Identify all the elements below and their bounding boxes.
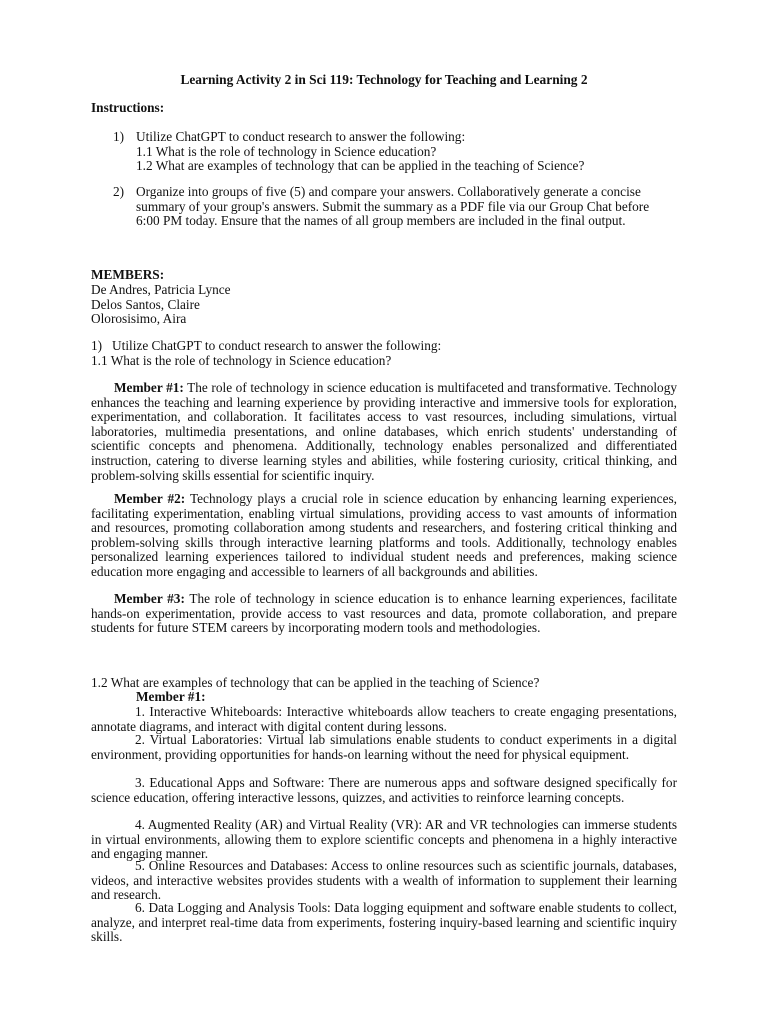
instruction-item bbox=[113, 185, 673, 229]
member-name: Delos Santos, Claire bbox=[91, 296, 200, 312]
question-1-intro: 1) Utilize ChatGPT to conduct research to answer the following: bbox=[91, 338, 442, 353]
answer-text: The role of technology in science education is multifaceted and transformative. Technology enhances the teaching and learning experience by providing interactive and immersive tools for exploration, experimentation, and collaboration. It facilitates access to vast resources, including simulations, virtual laboratories, multimedia presentations, and online databases, which enrich students' understanding of scientific concepts and phenomena. Additionally, technology enables personalized and differentiated instruction, catering to diverse learning styles and abilities, while fostering curiosity, critical thinking, and problem-solving skills essential for scientific inquiry. bbox=[91, 380, 678, 483]
member-label: Member #1: bbox=[114, 380, 184, 395]
example-item: 5. Online Resources and Databases: Access to online resources such as scientific journals, databases, videos, and interactive websites provides students with a wealth of information to supplement their learning and research. bbox=[91, 858, 677, 903]
instruction-number: 2) bbox=[113, 184, 125, 199]
member-name: Olorosisimo, Aira bbox=[91, 311, 187, 327]
instruction-subitem: 1.2 What are examples of technology that can be applied in the teaching of Science? bbox=[136, 158, 585, 174]
question-1-2: 1.2 What are examples of technology that can be applied in the teaching of Science? bbox=[91, 675, 540, 690]
instruction-item bbox=[113, 130, 673, 174]
question-1-block bbox=[91, 339, 691, 368]
member-label: Member #3: bbox=[114, 591, 185, 606]
member-1-answer bbox=[91, 381, 677, 483]
example-item: 2. Virtual Laboratories: Virtual lab simulations enable students to conduct experiments in a digital environment, providing opportunities for hands-on learning without the need for physical equipment. bbox=[91, 732, 677, 762]
answer-text: Technology plays a crucial role in science education by enhancing learning experiences, facilitating experimentation, enabling virtual simulations, providing access to vast amounts of information and resources, promoting collaboration among students and researchers, and fostering critical thinking and problem-solving skills through interactive learning platforms and tools. Additionally, technology enables personalized learning experiences tailored to individual student needs and preferences, making science education more engaging and accessible to learners of all backgrounds and abilities. bbox=[91, 491, 677, 579]
example-item: 6. Data Logging and Analysis Tools: Data logging equipment and software enable students to collect, analyze, and interpret real-time data from experiments, fostering inquiry-based learning and scientific inquiry skills. bbox=[91, 900, 677, 945]
members-list bbox=[91, 283, 231, 327]
example-item: 4. Augmented Reality (AR) and Virtual Reality (VR): AR and VR technologies can immerse students in virtual environments, allowing them to explore scientific concepts and phenomena in a highly interactive and engaging manner. bbox=[91, 817, 677, 862]
instruction-number: 1) bbox=[113, 129, 125, 144]
instruction-text: Organize into groups of five (5) and compare your answers. Collaboratively generate a concise summary of your group's answers. Submit the summary as a PDF file via our Group Chat before 6:00 PM today. Ensure that the names of all group members are included in the final output. bbox=[136, 184, 650, 229]
instructions-heading: Instructions: bbox=[91, 100, 165, 115]
members-heading: MEMBERS: bbox=[91, 267, 165, 282]
member-name: De Andres, Patricia Lynce bbox=[91, 282, 231, 297]
document-title: Learning Activity 2 in Sci 119: Technology for Teaching and Learning 2 bbox=[180, 72, 588, 87]
question-1-1: 1.1 What is the role of technology in Science education? bbox=[91, 352, 392, 368]
member-2-answer bbox=[91, 492, 677, 580]
example-item: 3. Educational Apps and Software: There are numerous apps and software designed specifically for science education, offering interactive lessons, quizzes, and activities to reinforce learning concepts. bbox=[91, 775, 677, 805]
example-item: 1. Interactive Whiteboards: Interactive whiteboards allow teachers to create engaging presentations, annotate diagrams, and interact with digital content during lessons. bbox=[91, 704, 677, 734]
answer-text: The role of technology in science education is to enhance learning experiences, facilitate hands-on experimentation, provide access to vast resources and data, promote collaboration, and prepare students for future STEM careers by incorporating modern tools and methodologies. bbox=[91, 591, 677, 636]
member-label: Member #2: bbox=[114, 491, 186, 506]
member-label: Member #1: bbox=[136, 689, 206, 704]
instruction-subitem: 1.1 What is the role of technology in Science education? bbox=[136, 143, 437, 159]
member-3-answer bbox=[91, 592, 677, 636]
instruction-text: Utilize ChatGPT to conduct research to answer the following: bbox=[136, 129, 466, 144]
